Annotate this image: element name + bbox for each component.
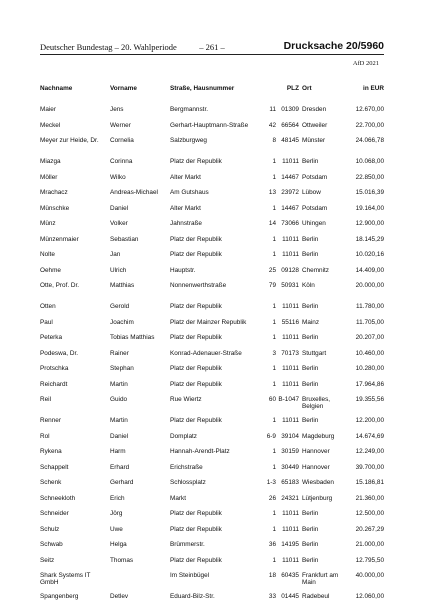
cell-firstname: Martin bbox=[110, 417, 128, 424]
cell-street: Jahnstraße bbox=[170, 220, 202, 227]
cell-city: Chemnitz bbox=[302, 266, 329, 274]
cell-zip: 11011 bbox=[282, 556, 299, 564]
cell-amount: 14.409,00 bbox=[355, 266, 384, 274]
cell-amount: 17.964,86 bbox=[355, 380, 384, 388]
cell-firstname: Andreas-Michael bbox=[110, 189, 158, 196]
table-row bbox=[40, 417, 384, 433]
cell-zip: 39104 bbox=[281, 432, 299, 440]
cell-lastname: Otten bbox=[40, 303, 56, 310]
cell-zip: 11011 bbox=[282, 510, 299, 517]
table-row bbox=[40, 174, 384, 190]
cell-housenumber: 1 bbox=[272, 525, 276, 533]
table-row bbox=[40, 106, 384, 122]
table-row bbox=[40, 282, 384, 303]
cell-city: Radebeul bbox=[302, 593, 330, 600]
cell-street: Brümmerstr. bbox=[170, 541, 205, 548]
cell-lastname: Renner bbox=[40, 417, 61, 424]
cell-street: Platz der Republik bbox=[170, 525, 222, 533]
table-row bbox=[40, 220, 384, 236]
cell-city: Lütjenburg bbox=[302, 494, 333, 502]
cell-street: Salzburgweg bbox=[170, 137, 207, 144]
cell-street: Platz der Republik bbox=[170, 380, 222, 388]
table-header-row bbox=[40, 84, 384, 106]
cell-housenumber: 1 bbox=[272, 158, 276, 165]
cell-street: Alter Markt bbox=[170, 204, 201, 212]
document-label: Drucksache 20/ bbox=[283, 40, 361, 52]
cell-housenumber: 1 bbox=[272, 204, 276, 212]
table-row bbox=[40, 396, 384, 417]
table-row bbox=[40, 251, 384, 267]
cell-amount: 12.670,00 bbox=[355, 106, 384, 113]
cell-firstname: Rainer bbox=[110, 349, 129, 357]
cell-lastname: Schappelt bbox=[40, 463, 69, 471]
cell-lastname: Peterka bbox=[40, 334, 63, 341]
table-row bbox=[40, 381, 384, 397]
table-row bbox=[40, 433, 384, 449]
cell-firstname: Jens bbox=[110, 106, 124, 113]
col-header-amount: in EUR bbox=[363, 84, 384, 92]
table-row bbox=[40, 464, 384, 480]
cell-firstname: Wilko bbox=[110, 173, 126, 181]
cell-zip: 55116 bbox=[281, 318, 299, 326]
cell-firstname: Matthias bbox=[110, 282, 135, 289]
cell-street: Platz der Republik bbox=[170, 365, 222, 372]
cell-amount: 12.200,00 bbox=[355, 417, 384, 424]
cell-amount: 20.000,00 bbox=[355, 282, 384, 289]
cell-street: Am Gutshaus bbox=[170, 189, 209, 196]
cell-street: Im Steinbügel bbox=[170, 572, 210, 579]
cell-lastname: Meckel bbox=[40, 121, 61, 129]
cell-firstname: Uwe bbox=[110, 525, 123, 533]
party-label: AfD 2021 bbox=[352, 60, 379, 67]
cell-amount: 10.068,00 bbox=[355, 158, 384, 165]
cell-city: Berlin bbox=[302, 235, 319, 243]
cell-housenumber: 1 bbox=[272, 334, 276, 341]
table-row bbox=[40, 350, 384, 366]
cell-firstname: Erich bbox=[110, 494, 125, 502]
table-body bbox=[40, 106, 384, 609]
cell-city: Berlin bbox=[302, 365, 319, 372]
cell-housenumber: 1 bbox=[272, 365, 276, 372]
table-row bbox=[40, 158, 384, 174]
cell-city: Berlin bbox=[302, 556, 319, 564]
cell-housenumber: 13 bbox=[268, 189, 276, 196]
cell-amount: 40.000,00 bbox=[355, 572, 384, 579]
cell-zip: 11011 bbox=[282, 158, 299, 165]
cell-city: Bruxelles, Belgien bbox=[302, 396, 331, 411]
cell-street: Alter Markt bbox=[170, 173, 201, 181]
cell-zip: 14195 bbox=[281, 541, 299, 548]
cell-city: Ottweiler bbox=[302, 121, 328, 129]
cell-amount: 12.795,50 bbox=[355, 556, 384, 564]
cell-lastname: Podeswa, Dr. bbox=[40, 349, 79, 357]
cell-lastname: Rol bbox=[40, 432, 50, 440]
cell-firstname: Jörg bbox=[110, 510, 123, 517]
cell-city: Berlin bbox=[302, 417, 319, 424]
table-row bbox=[40, 510, 384, 526]
cell-firstname: Ulrich bbox=[110, 266, 127, 274]
col-header-zip: PLZ bbox=[286, 84, 299, 92]
cell-street: Hauptstr. bbox=[170, 266, 196, 274]
cell-zip: 24321 bbox=[281, 494, 299, 502]
donations-table bbox=[40, 84, 384, 609]
cell-city: Potsdam bbox=[302, 204, 328, 212]
cell-amount: 12.900,00 bbox=[355, 220, 384, 227]
cell-zip: 50931 bbox=[281, 282, 299, 289]
cell-housenumber: 18 bbox=[268, 572, 276, 579]
cell-city: Frankfurt am Main bbox=[302, 572, 339, 587]
cell-firstname: Gerhard bbox=[110, 479, 134, 486]
cell-firstname: Gerold bbox=[110, 303, 130, 310]
table-row bbox=[40, 448, 384, 464]
cell-city: Münster bbox=[302, 137, 326, 144]
cell-zip: 14467 bbox=[281, 204, 299, 212]
cell-housenumber: 11 bbox=[269, 106, 276, 113]
cell-street: Platz der Republik bbox=[170, 556, 222, 564]
cell-housenumber: 42 bbox=[268, 121, 276, 129]
table-row bbox=[40, 572, 384, 593]
cell-lastname: Oehme bbox=[40, 266, 61, 274]
cell-lastname: Mrachacz bbox=[40, 189, 68, 196]
col-header-firstname: Vorname bbox=[110, 84, 137, 92]
cell-housenumber: 26 bbox=[268, 494, 276, 502]
cell-lastname: Münzenmaier bbox=[40, 235, 79, 243]
cell-zip: 70173 bbox=[281, 349, 299, 357]
cell-housenumber: 36 bbox=[268, 541, 276, 548]
cell-lastname: Shark Systems IT GmbH bbox=[40, 572, 91, 587]
cell-amount: 12.060,00 bbox=[355, 593, 384, 600]
cell-street: Schlossplatz bbox=[170, 479, 206, 486]
table-row bbox=[40, 557, 384, 573]
cell-housenumber: 1-3 bbox=[266, 479, 276, 486]
cell-street: Platz der Republik bbox=[170, 510, 222, 517]
cell-city: Stuttgart bbox=[302, 349, 327, 357]
table-row bbox=[40, 122, 384, 138]
cell-firstname: Harm bbox=[110, 448, 126, 455]
cell-lastname: Protschka bbox=[40, 365, 69, 372]
cell-amount: 20.207,00 bbox=[355, 334, 384, 341]
table-row bbox=[40, 205, 384, 221]
cell-city: Potsdam bbox=[302, 173, 328, 181]
cell-street: Eduard-Bilz-Str. bbox=[170, 593, 215, 600]
cell-lastname: Miazga bbox=[40, 158, 61, 165]
cell-city: Wiesbaden bbox=[302, 479, 334, 486]
cell-housenumber: 60 bbox=[268, 396, 276, 403]
cell-lastname: Otte, Prof. Dr. bbox=[40, 282, 80, 289]
cell-city: Hannover bbox=[302, 463, 330, 471]
cell-lastname: Münz bbox=[40, 220, 56, 227]
cell-amount: 21.360,00 bbox=[355, 494, 384, 502]
cell-amount: 10.460,00 bbox=[355, 349, 384, 357]
cell-amount: 39.700,00 bbox=[355, 463, 384, 471]
cell-city: Lübow bbox=[302, 189, 321, 196]
cell-street: Konrad-Adenauer-Straße bbox=[170, 349, 242, 357]
cell-lastname: Nolte bbox=[40, 251, 55, 258]
cell-zip: 11011 bbox=[282, 365, 299, 372]
cell-street: Platz der Republik bbox=[170, 158, 222, 165]
cell-firstname: Jan bbox=[110, 251, 121, 258]
cell-housenumber: 14 bbox=[268, 220, 276, 227]
cell-housenumber: 3 bbox=[272, 349, 276, 357]
cell-housenumber: 1 bbox=[272, 251, 276, 258]
cell-firstname: Tobias Matthias bbox=[110, 334, 155, 341]
cell-street: Platz der Republik bbox=[170, 303, 222, 310]
cell-lastname: Münschke bbox=[40, 204, 70, 212]
cell-street: Platz der Republik bbox=[170, 251, 222, 258]
col-header-lastname: Nachname bbox=[40, 84, 73, 92]
cell-amount: 12.249,00 bbox=[355, 448, 384, 455]
cell-lastname: Schulz bbox=[40, 525, 60, 533]
table-row bbox=[40, 334, 384, 350]
table-row bbox=[40, 593, 384, 609]
cell-city: Berlin bbox=[302, 251, 319, 258]
col-header-housenumber bbox=[262, 84, 276, 106]
cell-amount: 19.355,56 bbox=[355, 396, 384, 403]
cell-amount: 12.500,00 bbox=[355, 510, 384, 517]
col-header-street: Straße, Hausnummer bbox=[170, 84, 235, 92]
cell-firstname: Erhard bbox=[110, 463, 130, 471]
cell-firstname: Daniel bbox=[110, 432, 129, 440]
cell-zip: 73066 bbox=[281, 220, 299, 227]
cell-lastname: Möller bbox=[40, 173, 58, 181]
cell-lastname: Schneider bbox=[40, 510, 69, 517]
document-id: 5960 bbox=[360, 40, 384, 52]
cell-street: Hannah-Arendt-Platz bbox=[170, 448, 230, 455]
cell-zip: 14467 bbox=[281, 173, 299, 181]
cell-city: Berlin bbox=[302, 541, 319, 548]
cell-amount: 22.850,00 bbox=[355, 173, 384, 181]
header-rule bbox=[40, 54, 384, 55]
cell-zip: 11011 bbox=[282, 235, 299, 243]
cell-firstname bbox=[110, 572, 170, 593]
table-row bbox=[40, 189, 384, 205]
cell-zip: 48145 bbox=[281, 137, 299, 144]
cell-housenumber: 1 bbox=[272, 448, 276, 455]
cell-lastname: Meyer zur Heide, Dr. bbox=[40, 137, 99, 144]
cell-city: Hannover bbox=[302, 448, 330, 455]
cell-street: Platz der Republik bbox=[170, 235, 222, 243]
cell-housenumber: 1 bbox=[272, 380, 276, 388]
cell-housenumber: 6-9 bbox=[266, 432, 276, 440]
cell-firstname: Stephan bbox=[110, 365, 134, 372]
cell-zip: 11011 bbox=[282, 380, 299, 388]
cell-street: Rue Wiertz bbox=[170, 396, 202, 403]
cell-lastname: Schneekloth bbox=[40, 494, 76, 502]
cell-firstname: Helga bbox=[110, 541, 127, 548]
cell-city: Berlin bbox=[302, 303, 319, 310]
cell-city: Uhingen bbox=[302, 220, 326, 227]
cell-housenumber: 33 bbox=[268, 593, 276, 600]
table-row bbox=[40, 495, 384, 511]
col-header-city: Ort bbox=[302, 84, 312, 92]
cell-amount: 10.280,00 bbox=[355, 365, 384, 372]
cell-amount: 15.016,39 bbox=[355, 189, 384, 196]
table-row bbox=[40, 236, 384, 252]
cell-zip: 01445 bbox=[281, 593, 299, 600]
cell-lastname: Rykena bbox=[40, 448, 62, 455]
cell-lastname: Reichardt bbox=[40, 380, 68, 388]
cell-housenumber: 8 bbox=[272, 137, 276, 144]
cell-lastname: Schenk bbox=[40, 479, 62, 486]
cell-amount: 24.066,78 bbox=[355, 137, 384, 144]
cell-city: Köln bbox=[302, 282, 315, 289]
page-number: – 261 – bbox=[199, 42, 225, 52]
cell-city: Mainz bbox=[302, 318, 320, 326]
cell-zip: 11011 bbox=[282, 525, 299, 533]
cell-city: Dresden bbox=[302, 106, 327, 113]
cell-city: Berlin bbox=[302, 525, 319, 533]
cell-amount: 19.164,00 bbox=[355, 204, 384, 212]
cell-zip: 11011 bbox=[282, 251, 299, 258]
cell-zip: 01309 bbox=[281, 106, 299, 113]
cell-lastname: Maier bbox=[40, 106, 56, 113]
cell-city: Berlin bbox=[302, 334, 319, 341]
cell-zip: 11011 bbox=[282, 417, 299, 424]
cell-zip: 23972 bbox=[281, 189, 299, 196]
cell-city: Magdeburg bbox=[302, 432, 335, 440]
cell-lastname: Schwab bbox=[40, 541, 63, 548]
cell-firstname: Joachim bbox=[110, 318, 134, 326]
cell-firstname: Detlev bbox=[110, 593, 129, 600]
cell-firstname: Guido bbox=[110, 396, 128, 403]
cell-street: Domplatz bbox=[170, 432, 197, 440]
table-row bbox=[40, 137, 384, 158]
cell-street: Markt bbox=[170, 494, 186, 502]
cell-firstname: Martin bbox=[110, 380, 128, 388]
cell-zip: 30449 bbox=[281, 463, 299, 471]
cell-street: Bergmannstr. bbox=[170, 106, 209, 113]
cell-amount: 14.674,69 bbox=[355, 432, 384, 440]
cell-street: Erichstraße bbox=[170, 463, 203, 471]
cell-amount: 15.186,81 bbox=[355, 479, 384, 486]
cell-lastname: Reil bbox=[40, 396, 52, 403]
cell-city: Berlin bbox=[302, 380, 319, 388]
table-row bbox=[40, 526, 384, 542]
cell-amount: 22.700,00 bbox=[355, 121, 384, 129]
cell-housenumber: 1 bbox=[272, 556, 276, 564]
cell-amount: 18.145,29 bbox=[355, 235, 384, 243]
table-row bbox=[40, 303, 384, 319]
cell-housenumber: 1 bbox=[272, 463, 276, 471]
cell-housenumber: 79 bbox=[268, 282, 276, 289]
cell-firstname: Daniel bbox=[110, 204, 129, 212]
table-row bbox=[40, 365, 384, 381]
cell-street: Platz der Republik bbox=[170, 417, 222, 424]
document-number bbox=[284, 40, 384, 52]
cell-street: Gerhart-Hauptmann-Straße bbox=[170, 121, 249, 129]
cell-amount: 11.780,00 bbox=[356, 303, 384, 310]
cell-housenumber: 1 bbox=[272, 318, 276, 326]
cell-firstname: Volker bbox=[110, 220, 128, 227]
cell-city: Berlin bbox=[302, 158, 319, 165]
cell-zip: 66564 bbox=[281, 121, 299, 129]
table-row bbox=[40, 479, 384, 495]
cell-city: Berlin bbox=[302, 510, 319, 517]
cell-housenumber: 1 bbox=[272, 173, 276, 181]
cell-zip: 09128 bbox=[281, 266, 299, 274]
cell-amount: 11.705,00 bbox=[356, 318, 384, 326]
header-left: Deutscher Bundestag – 20. Wahlperiode bbox=[40, 42, 177, 52]
cell-firstname: Corinna bbox=[110, 158, 133, 165]
table-row bbox=[40, 319, 384, 335]
cell-zip: 60435 bbox=[281, 572, 299, 579]
cell-housenumber: 1 bbox=[272, 303, 276, 310]
cell-housenumber: 1 bbox=[272, 417, 276, 424]
cell-amount: 10.020,16 bbox=[355, 251, 384, 258]
cell-zip: 11011 bbox=[282, 303, 299, 310]
cell-lastname: Paul bbox=[40, 318, 53, 326]
table-row bbox=[40, 267, 384, 283]
cell-firstname: Thomas bbox=[110, 556, 134, 564]
cell-street: Nonnenwerthstraße bbox=[170, 282, 227, 289]
cell-housenumber: 1 bbox=[272, 510, 276, 517]
cell-firstname: Sebastian bbox=[110, 235, 139, 243]
cell-lastname: Spangenberg bbox=[40, 593, 79, 600]
cell-firstname: Werner bbox=[110, 121, 131, 129]
cell-lastname: Seitz bbox=[40, 556, 55, 564]
cell-housenumber: 1 bbox=[272, 235, 276, 243]
cell-zip: 65183 bbox=[281, 479, 299, 486]
cell-street: Platz der Republik bbox=[170, 334, 222, 341]
cell-zip: B-1047 bbox=[278, 396, 299, 403]
cell-housenumber: 25 bbox=[268, 266, 276, 274]
cell-firstname: Cornelia bbox=[110, 137, 134, 144]
cell-amount: 21.000,00 bbox=[355, 541, 384, 548]
cell-zip: 11011 bbox=[282, 334, 299, 341]
table-row bbox=[40, 541, 384, 557]
page-header bbox=[40, 40, 384, 54]
cell-street: Platz der Mainzer Republik bbox=[170, 318, 247, 326]
cell-amount: 20.267,29 bbox=[355, 525, 384, 533]
cell-zip: 30159 bbox=[281, 448, 299, 455]
